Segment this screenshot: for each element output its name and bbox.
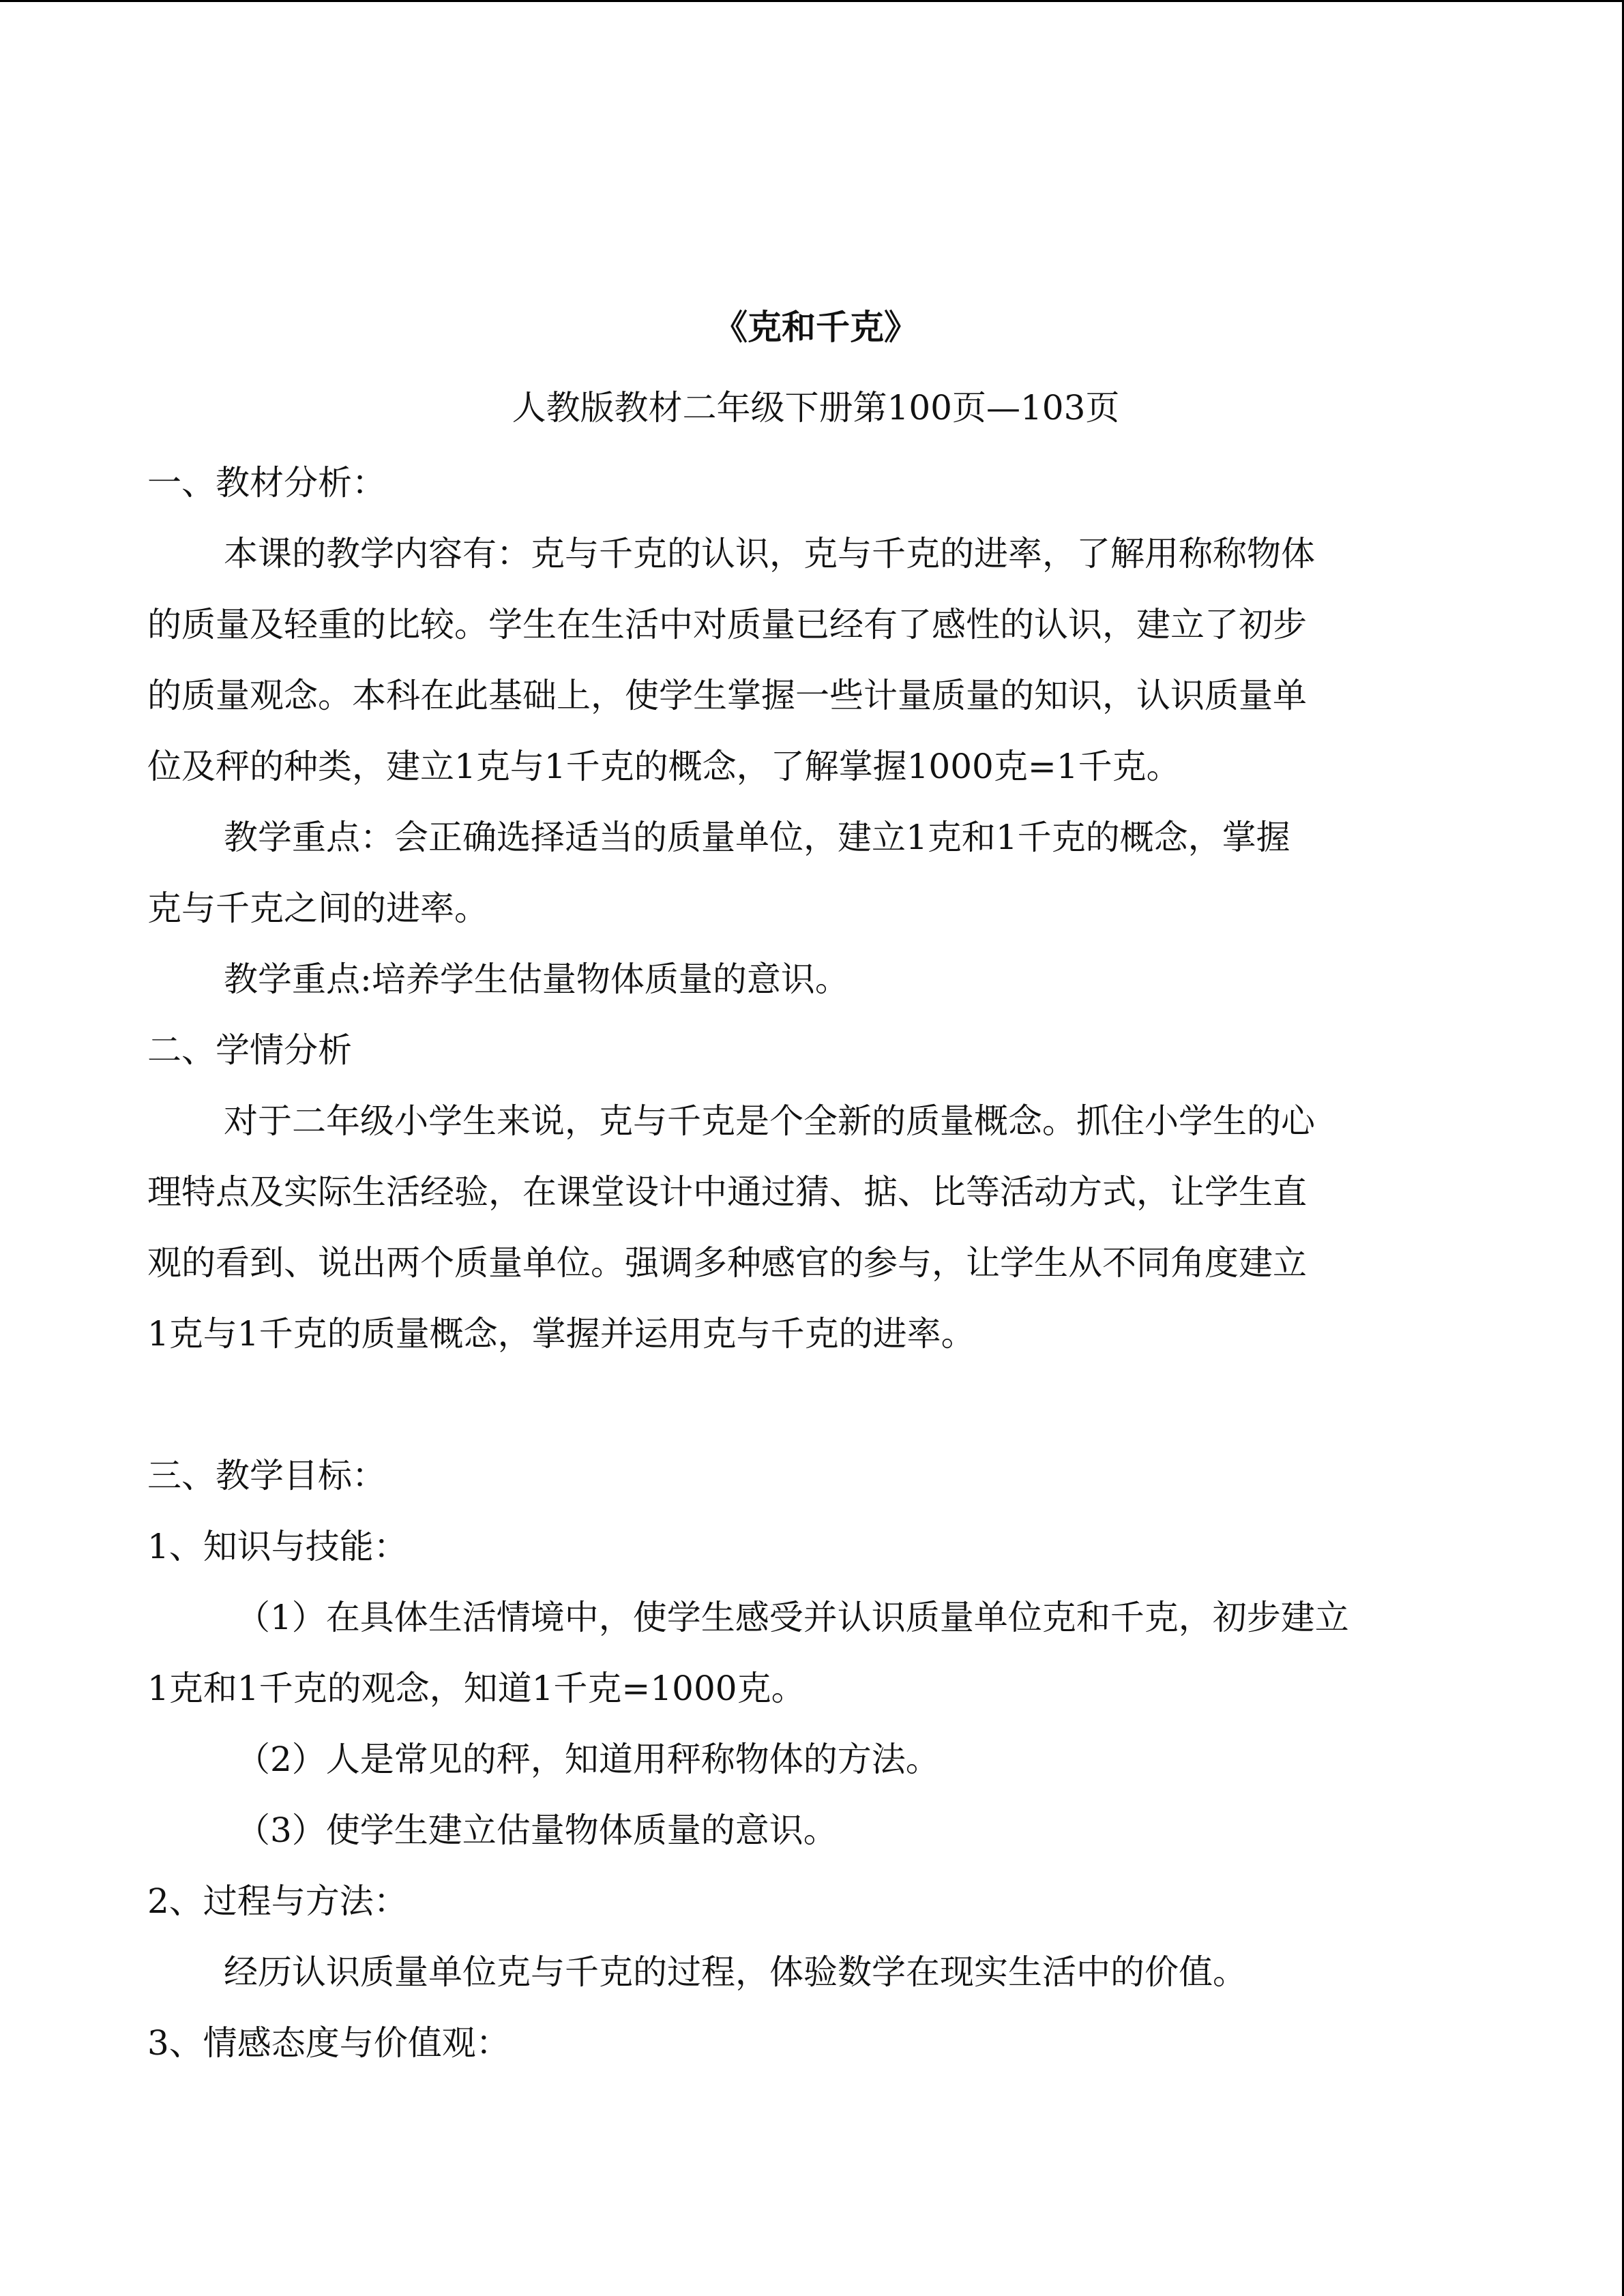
learner-paragraph-line: 对于二年级小学生来说，克与千克是个全新的质量概念。抓住小学生的心 — [224, 1101, 1315, 1141]
analysis-paragraph-line: 本课的教学内容有：克与千克的认识，克与千克的进率，了解用称称物体 — [224, 534, 1315, 573]
knowledge-item-line: 1克和1千克的观念，知道1千克=1000克。 — [147, 1669, 806, 1708]
document-title: 《克和千克》 — [713, 307, 918, 347]
analysis-paragraph-line: 的质量观念。本科在此基础上，使学生掌握一些计量质量的知识，认识质量单 — [147, 676, 1307, 715]
learner-paragraph-line: 1克与1千克的质量概念，掌握并运用克与千克的进率。 — [147, 1314, 975, 1354]
key-point-line: 教学重点：会正确选择适当的质量单位，建立1克和1千克的概念，掌握 — [224, 818, 1290, 857]
knowledge-item-line: （3）使学生建立估量物体质量的意识。 — [236, 1810, 838, 1850]
section-heading-learner: 二、学情分析 — [147, 1030, 352, 1070]
knowledge-item-line: （1）在具体生活情境中，使学生感受并认识质量单位克和千克，初步建立 — [236, 1598, 1349, 1637]
subheading-knowledge: 1、知识与技能： — [147, 1527, 408, 1566]
analysis-paragraph-line: 位及秤的种类，建立1克与1千克的概念，了解掌握1000克=1千克。 — [147, 747, 1181, 786]
section-heading-goals: 三、教学目标： — [147, 1456, 386, 1495]
section-heading-analysis: 一、教材分析： — [147, 463, 386, 503]
difficulty-line: 教学重点:培养学生估量物体质量的意识。 — [224, 959, 849, 999]
knowledge-item-line: （2）人是常见的秤，知道用秤称物体的方法。 — [236, 1740, 940, 1779]
learner-paragraph-line: 观的看到、说出两个质量单位。强调多种感官的参与，让学生从不同角度建立 — [147, 1243, 1307, 1283]
process-line: 经历认识质量单位克与千克的过程，体验数学在现实生活中的价值。 — [224, 1952, 1247, 1992]
subheading-process: 2、过程与方法： — [147, 1881, 408, 1921]
document-body — [147, 286, 1484, 2078]
document-subtitle: 人教版教材二年级下册第100页—103页 — [512, 388, 1120, 428]
subheading-attitude: 3、情感态度与价值观： — [147, 2023, 510, 2063]
key-point-line: 克与千克之间的进率。 — [147, 889, 488, 928]
learner-paragraph-line: 理特点及实际生活经验，在课堂设计中通过猜、掂、比等活动方式，让学生直 — [147, 1172, 1307, 1212]
blank-line — [147, 1369, 1484, 1440]
page-top-border — [0, 0, 1624, 2]
analysis-paragraph-line: 的质量及轻重的比较。学生在生活中对质量已经有了感性的认识，建立了初步 — [147, 605, 1307, 644]
